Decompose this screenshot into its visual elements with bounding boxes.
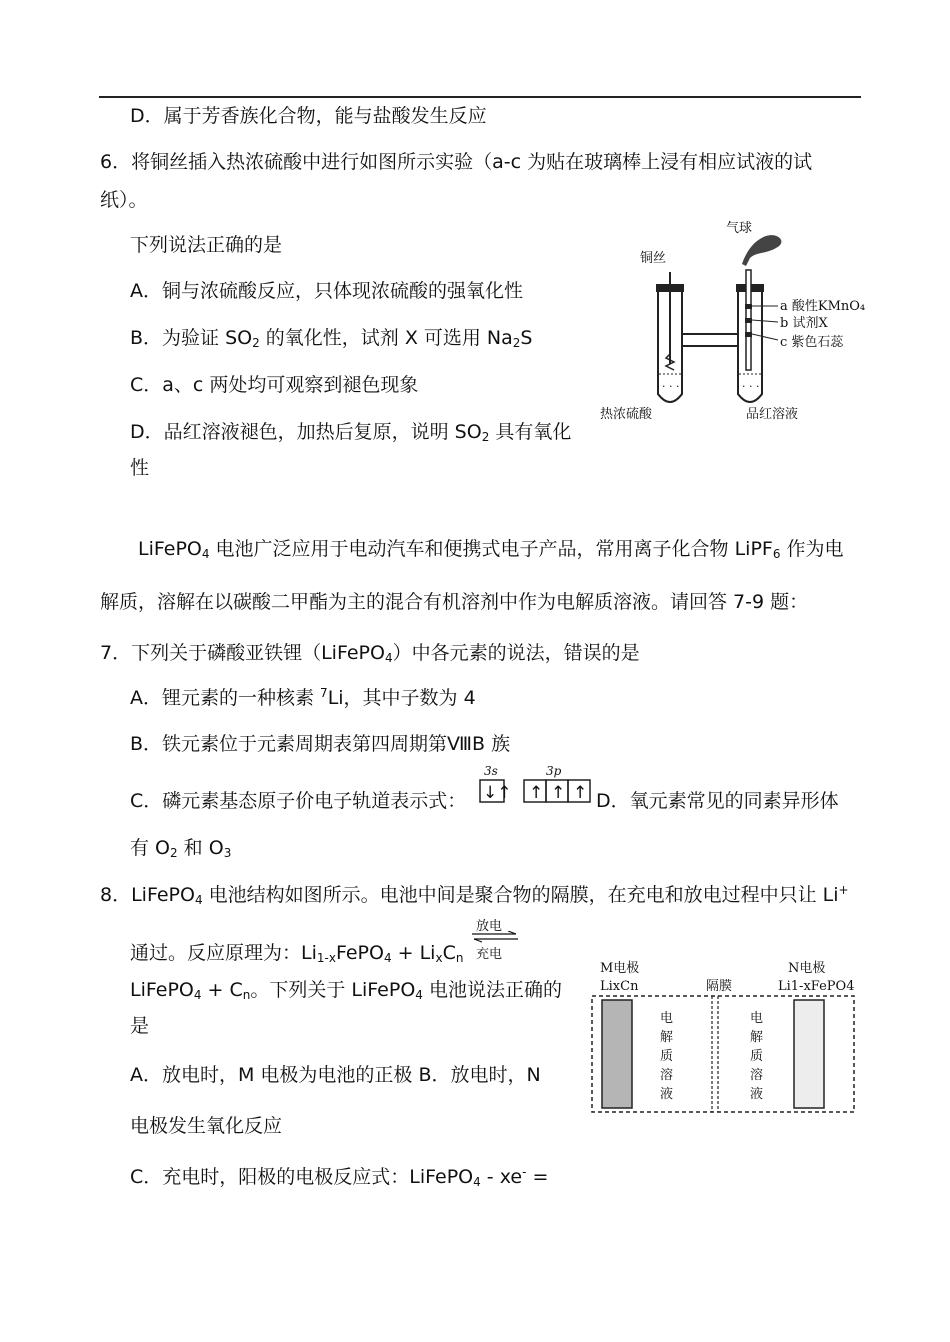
m-electrode [602, 1000, 632, 1108]
n-electrode-label: N电极 [788, 961, 826, 976]
arrow-label-charge: 充电 [476, 947, 503, 962]
intro-line2: 解质，溶解在以碳酸二甲酯为主的混合有机溶剂中作为电解质溶液。请回答 7-9 题： [100, 591, 809, 613]
q8-reaction-line: 通过。反应原理为：$Li_{1-x}FePO_4 + Li_xC_n$ [130, 942, 464, 965]
magenta-label: 品红溶液 [746, 407, 799, 422]
svg-text:↓↑: ↓↑ [483, 783, 512, 803]
balloon-label: 气球 [726, 221, 753, 236]
svg-text:· · ·: · · · [742, 380, 760, 393]
q6-ask: 下列说法正确的是 [130, 234, 283, 256]
q7-option-d-line2: 有 $O_2$ 和 $O_3$ [130, 837, 232, 860]
equilibrium-arrow [470, 931, 520, 943]
q6-option-c: C．a、c 两处均可观察到褪色现象 [130, 374, 419, 396]
label-c: c 紫色石蕊 [780, 335, 844, 350]
q7-option-b: B．铁元素位于元素周期表第四周期第ⅧB 族 [130, 733, 511, 755]
svg-text:↑: ↑ [573, 783, 588, 803]
q8-option-ab: A．放电时，M 电极为电池的正极 B．放电时，N [130, 1064, 541, 1086]
electrolyte-right-char: 质 [750, 1049, 764, 1064]
electrolyte-left-char: 溶 [660, 1068, 674, 1083]
q6-stem-line1: 6．将铜丝插入热浓硫酸中进行如图所示实验（a-c 为贴在玻璃棒上浸有相应试液的试 [100, 151, 813, 173]
balloon-icon [742, 235, 781, 266]
connecting-tube [682, 334, 738, 346]
q7-stem: 7．下列关于磷酸亚铁锂（LiFePO$_4$）中各元素的说法，错误的是 [100, 642, 640, 665]
label-b: b 试剂X [780, 316, 828, 331]
m-electrode-formula: LixCn [600, 979, 639, 994]
battery-figure [588, 956, 860, 1118]
q6-apparatus-figure [596, 214, 880, 430]
electrolyte-left-char: 液 [660, 1087, 674, 1102]
electrolyte-left-char: 解 [660, 1030, 674, 1045]
orbital-3s-label: 3s [484, 764, 498, 778]
svg-text:· · ·: · · · [662, 380, 680, 393]
q8-option-b-line2: 电极发生氧化反应 [130, 1115, 283, 1137]
q6-option-a: A．铜与浓硫酸反应，只体现浓硫酸的强氧化性 [130, 280, 523, 302]
q8-option-c: C．充电时，阳极的电极反应式：LiFePO$_4$ - xe- = [130, 1165, 549, 1189]
n-electrode [794, 1000, 824, 1108]
q5-option-d: D．属于芳香族化合物，能与盐酸发生反应 [130, 105, 487, 127]
svg-text:↑: ↑ [529, 783, 544, 803]
electrolyte-right-char: 溶 [750, 1068, 764, 1083]
separator-label: 隔膜 [706, 979, 733, 994]
hot-acid-label: 热浓硫酸 [600, 407, 653, 422]
header-rule [99, 96, 861, 98]
intro-line1: LiFePO$_4$ 电池广泛应用于电动汽车和便携式电子产品，常用离子化合物 LiPF$_6$ 作为电 [138, 538, 844, 561]
q7-option-d: D．氧元素常见的同素异形体 [596, 790, 839, 812]
n-electrode-formula: Li1-xFePO4 [778, 979, 855, 994]
q7-option-c: C．磷元素基态原子价电子轨道表示式： [130, 790, 467, 812]
q8-stem-line4: 是 [130, 1015, 150, 1037]
q7-option-a: A．锂元素的一种核素 $^7$Li，其中子数为 4 [130, 686, 476, 709]
orbital-3p-label: 3p [546, 764, 562, 778]
q8-stem-line3: LiFePO$_4$ + $C_n$。下列关于 LiFePO$_4$ 电池说法正确的 [130, 979, 562, 1002]
electrolyte-left-char: 电 [660, 1011, 674, 1026]
q6-option-b: B．为验证 $SO_2$ 的氧化性，试剂 X 可选用 $Na_2S$ [130, 327, 533, 350]
electrolyte-left-char: 质 [660, 1049, 674, 1064]
q6-option-d-line2: 性 [130, 457, 150, 479]
label-a: a 酸性KMnO₄ [780, 299, 866, 314]
svg-text:↑: ↑ [551, 783, 566, 803]
electrolyte-right-char: 解 [750, 1030, 764, 1045]
q6-option-d: D．品红溶液褪色，加热后复原，说明 $SO_2$ 具有氧化 [130, 421, 572, 444]
copper-wire-label: 铜丝 [640, 251, 667, 266]
m-electrode-label: M电极 [600, 961, 640, 976]
q8-stem: 8．LiFePO$_4$ 电池结构如图所示。电池中间是聚合物的隔膜，在充电和放电过程中只让 Li+ [100, 883, 849, 907]
q6-stem-line2: 纸）。 [100, 189, 148, 211]
arrow-label-discharge: 放电 [476, 919, 503, 934]
electrolyte-right-char: 液 [750, 1087, 764, 1102]
orbital-diagram [478, 778, 596, 806]
electrolyte-right-char: 电 [750, 1011, 764, 1026]
